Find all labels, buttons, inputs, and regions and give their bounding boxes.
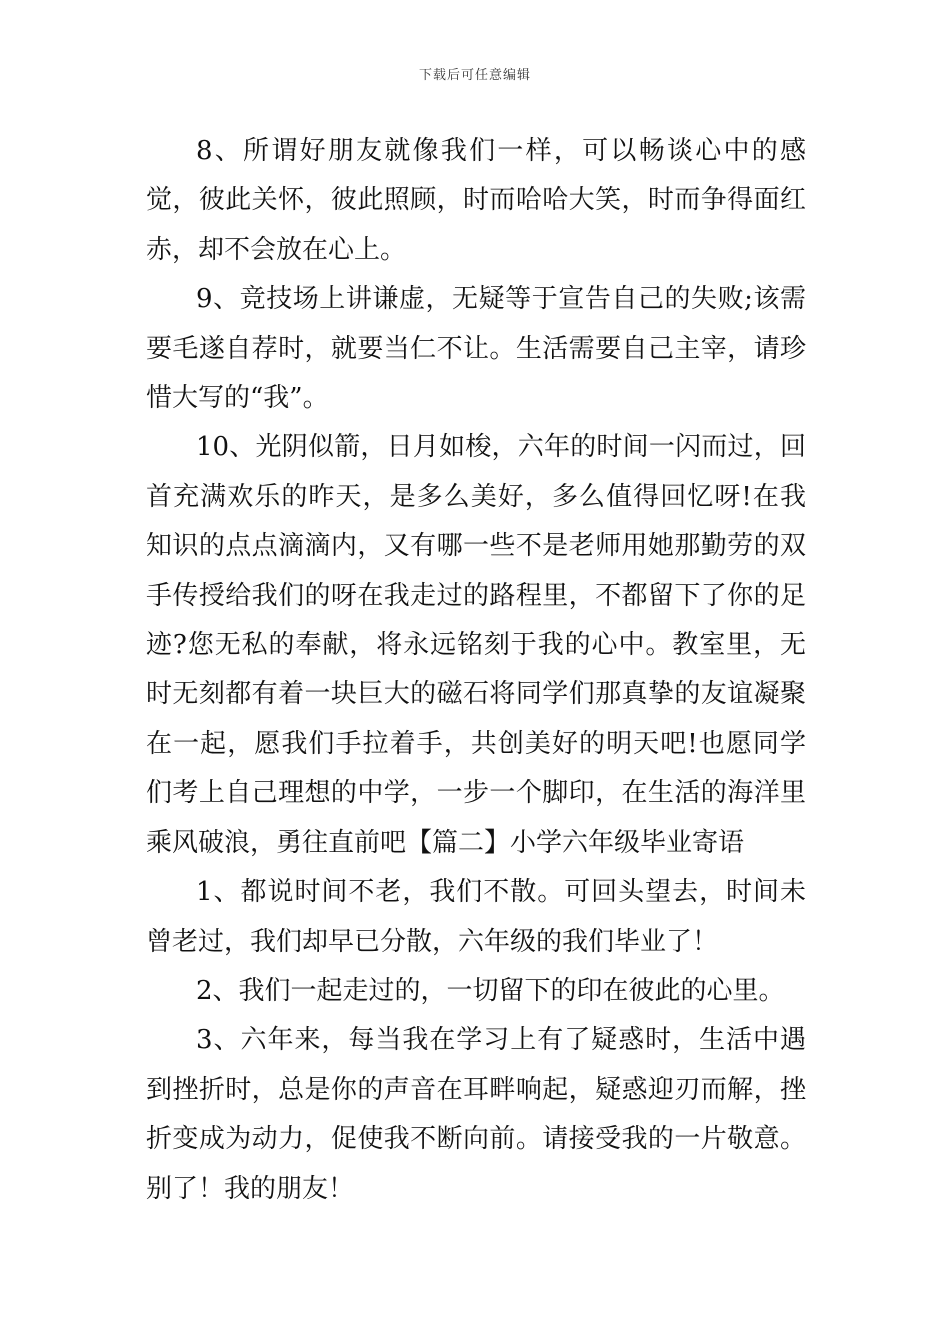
paragraph-3: 3、六年来，每当我在学习上有了疑惑时，生活中遇到挫折时，总是你的声音在耳畔响起，疑惑迎刃而解，挫折变成为动力，促使我不断向前。请接受我的一片敬意。别了！我的朋友！	[146, 1025, 806, 1204]
paragraph-9: 9、竞技场上讲谦虚，无疑等于宣告自己的失败;该需要毛遂自荐时，就要当仁不让。生活需要自己主宰，请珍惜大写的“我”。	[146, 284, 806, 414]
paragraph-8: 8、所谓好朋友就像我们一样，可以畅谈心中的感觉，彼此关怀，彼此照顾，时而哈哈大笑，时而争得面红赤，却不会放在心上。	[146, 136, 806, 265]
page-header: 下载后可任意编辑	[418, 68, 531, 83]
paragraph-2: 2、我们一起走过的，一切留下的印在彼此的心里。	[196, 975, 785, 1006]
paragraph-1: 1、都说时间不老，我们不散。可回头望去，时间未曾老过，我们却早已分散，六年级的我们毕业了！	[146, 877, 806, 957]
document-body	[146, 127, 806, 1214]
paragraph-10: 10、光阴似箭，日月如梭，六年的时间一闪而过，回首充满欢乐的昨天，是多么美好，多么值得回忆呀!在我知识的点点滴滴内，又有哪一些不是老师用她那勤劳的双手传授给我们的呀在我走过的路程里，不都留下了你的足迹?您无私的奉献，将永远铭刻于我的心中。教室里，无时无刻都有着一块巨大的磁石将同学们那真挚的友谊凝聚在一起，愿我们手拉着手，共创美好的明天吧!也愿同学们考上自己理想的中学，一步一个脚印，在生活的海洋里乘风破浪，勇往直前吧【篇二】小学六年级毕业寄语	[146, 432, 806, 858]
